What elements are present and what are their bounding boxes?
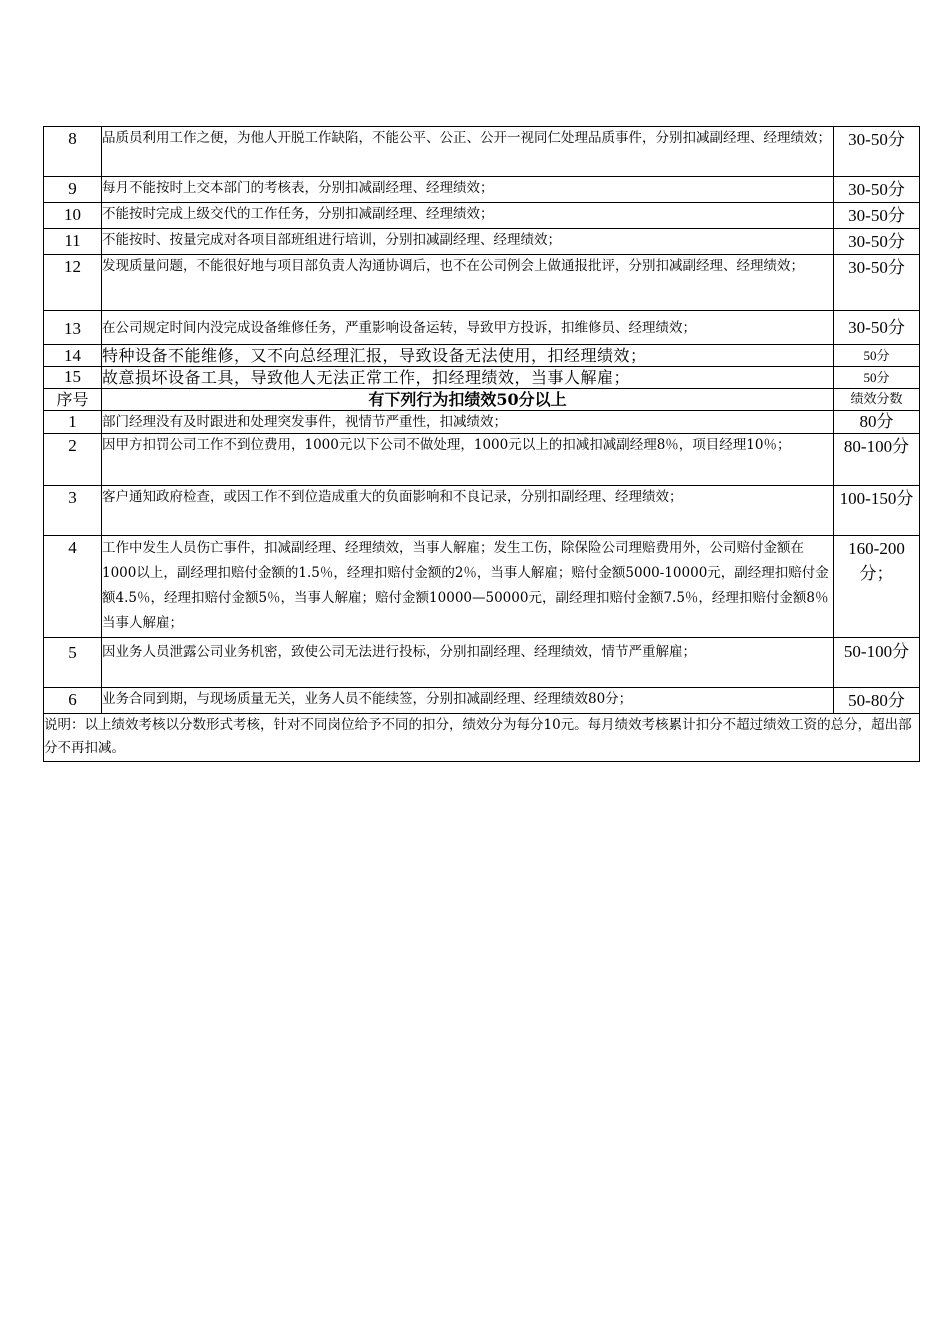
row-number: 15	[44, 367, 102, 389]
table-row	[44, 127, 920, 177]
row-description: 因甲方扣罚公司工作不到位费用，1000元以下公司不做处理，1000元以上的扣减扣减副经理8％，项目经理10％；	[102, 434, 834, 486]
row-number: 14	[44, 345, 102, 367]
row-number: 13	[44, 311, 102, 345]
row-score: 30-50分	[834, 177, 920, 203]
row-description: 不能按时、按量完成对各项目部班组进行培训，分别扣减副经理、经理绩效；	[102, 229, 834, 255]
row-number: 6	[44, 688, 102, 714]
row-description: 每月不能按时上交本部门的考核表，分别扣减副经理、经理绩效；	[102, 177, 834, 203]
section-header-row	[44, 389, 920, 411]
column-header-number: 序号	[44, 389, 102, 411]
row-score: 50-100分	[834, 638, 920, 688]
row-number: 3	[44, 486, 102, 536]
row-description: 故意损坏设备工具，导致他人无法正常工作，扣经理绩效，当事人解雇；	[102, 367, 834, 389]
row-score: 80-100分	[834, 434, 920, 486]
table-row	[44, 367, 920, 389]
column-header-score: 绩效分数	[834, 389, 920, 411]
table-row	[44, 229, 920, 255]
table-row	[44, 311, 920, 345]
row-number: 11	[44, 229, 102, 255]
section-title: 有下列行为扣绩效50分以上	[102, 389, 834, 411]
row-number: 10	[44, 203, 102, 229]
table-row	[44, 411, 920, 434]
row-score: 50分	[834, 367, 920, 389]
table-row	[44, 536, 920, 638]
table-row	[44, 486, 920, 536]
row-score: 30-50分	[834, 255, 920, 311]
table-row	[44, 688, 920, 714]
row-score: 50-80分	[834, 688, 920, 714]
table-row	[44, 345, 920, 367]
table-row	[44, 434, 920, 486]
row-score: 30-50分	[834, 311, 920, 345]
row-score: 80分	[834, 411, 920, 434]
table-row	[44, 203, 920, 229]
row-description: 在公司规定时间内没完成设备维修任务，严重影响设备运转，导致甲方投诉，扣维修员、经理绩效；	[102, 311, 834, 345]
row-description: 业务合同到期，与现场质量无关，业务人员不能续签，分别扣减副经理、经理绩效80分；	[102, 688, 834, 714]
table-row	[44, 255, 920, 311]
table-row	[44, 638, 920, 688]
row-description: 因业务人员泄露公司业务机密，致使公司无法进行投标，分别扣副经理、经理绩效，情节严重解雇；	[102, 638, 834, 688]
performance-deduction-table	[43, 126, 920, 762]
row-score: 50分	[834, 345, 920, 367]
row-score: 30-50分	[834, 203, 920, 229]
row-score: 160-200分；	[834, 536, 920, 638]
row-description: 客户通知政府检查，或因工作不到位造成重大的负面影响和不良记录，分别扣副经理、经理绩效；	[102, 486, 834, 536]
row-description: 不能按时完成上级交代的工作任务，分别扣减副经理、经理绩效；	[102, 203, 834, 229]
footnote: 说明：以上绩效考核以分数形式考核，针对不同岗位给予不同的扣分，绩效分为每分10元。每月绩效考核累计扣分不超过绩效工资的总分，超出部分不再扣减。	[44, 714, 920, 762]
row-score: 30-50分	[834, 127, 920, 177]
row-description: 特种设备不能维修，又不向总经理汇报，导致设备无法使用，扣经理绩效；	[102, 345, 834, 367]
row-number: 2	[44, 434, 102, 486]
row-description: 部门经理没有及时跟进和处理突发事件，视情节严重性，扣减绩效；	[102, 411, 834, 434]
row-number: 8	[44, 127, 102, 177]
row-description: 品质员利用工作之便，为他人开脱工作缺陷，不能公平、公正、公开一视同仁处理品质事件，分别扣减副经理、经理绩效；	[102, 127, 834, 177]
row-score: 30-50分	[834, 229, 920, 255]
row-number: 9	[44, 177, 102, 203]
row-number: 4	[44, 536, 102, 638]
row-score: 100-150分	[834, 486, 920, 536]
note-row	[44, 714, 920, 762]
row-description: 发现质量问题，不能很好地与项目部负责人沟通协调后，也不在公司例会上做通报批评，分别扣减副经理、经理绩效；	[102, 255, 834, 311]
row-number: 12	[44, 255, 102, 311]
row-description: 工作中发生人员伤亡事件，扣减副经理、经理绩效，当事人解雇；发生工伤，除保险公司理赔费用外，公司赔付金额在1000以上，副经理扣赔付金额的1.5％，经理扣赔付金额的2％，当事人解雇；赔付金额5000-10000元，副经理扣赔付金额4.5％，经理扣赔付金额5％，当事人解雇；赔付金额10000—50000元，副经理扣赔付金额7.5％，经理扣赔付金额8％当事人解雇；	[102, 536, 834, 638]
row-number: 1	[44, 411, 102, 434]
row-number: 5	[44, 638, 102, 688]
table-row	[44, 177, 920, 203]
